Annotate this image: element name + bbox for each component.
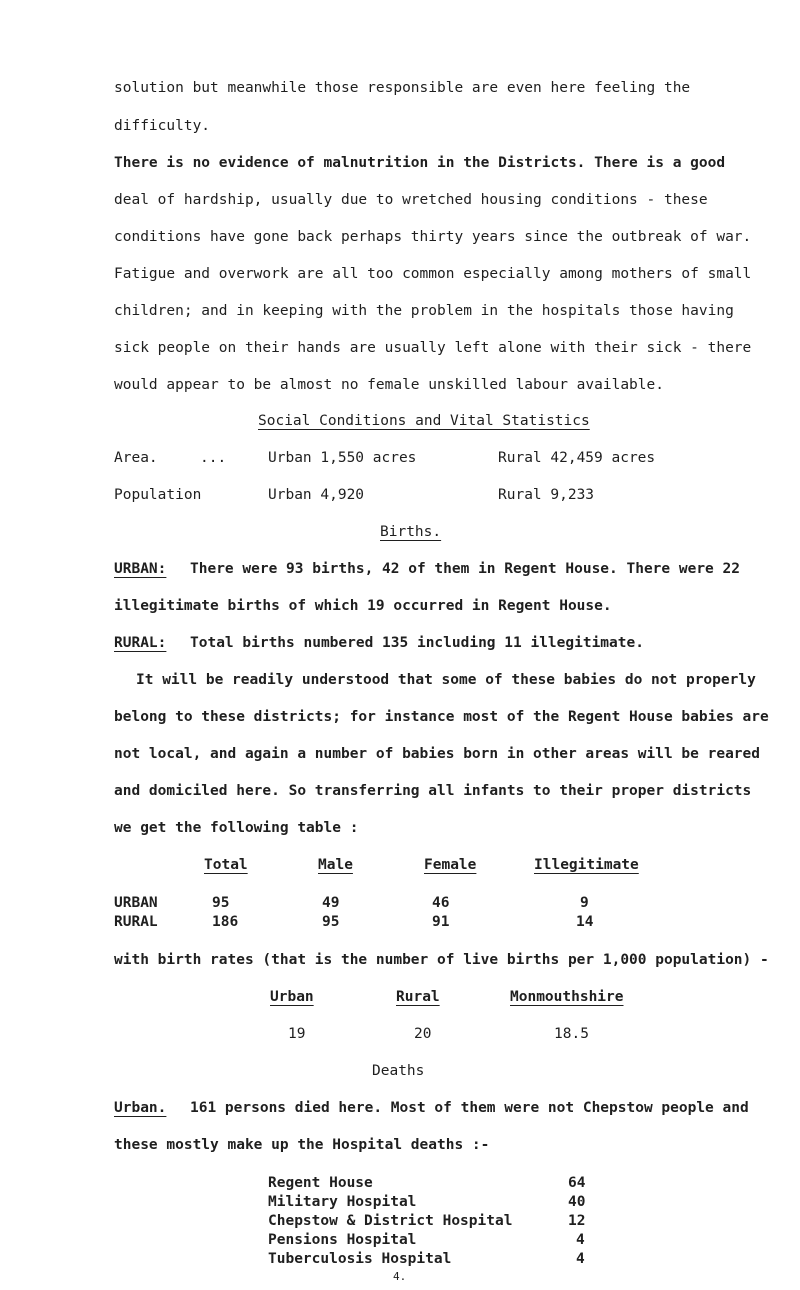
births-table-row-label: RURAL <box>114 914 158 930</box>
population-label: Population <box>114 487 202 503</box>
rural-births-text: Total births numbered 135 including 11 illegitimate. <box>190 635 644 651</box>
births-table-header-male: Male <box>318 857 353 873</box>
para1-line-2: deal of hardship, usually due to wretched housing conditions - these <box>114 192 708 208</box>
para1-line-4: Fatigue and overwork are all too common especially among mothers of small <box>114 266 752 282</box>
births-table-header-total: Total <box>204 857 248 873</box>
births-table-cell: 46 <box>432 895 450 911</box>
list-item: Military Hospital <box>268 1194 417 1210</box>
para1-line-3: conditions have gone back perhaps thirty years since the outbreak of war. <box>114 229 752 245</box>
list-item-count: 12 <box>568 1213 586 1229</box>
deaths-line-2: these mostly make up the Hospital deaths :- <box>114 1137 490 1153</box>
births-table-header-illegitimate: Illegitimate <box>534 857 639 873</box>
rate-value-rural: 20 <box>414 1026 432 1042</box>
list-item: Regent House <box>268 1175 373 1191</box>
section-title: Social Conditions and Vital Statistics <box>258 413 590 429</box>
para2-line-3: not local, and again a number of babies born in other areas will be reared <box>114 746 761 762</box>
area-label: Area. <box>114 450 158 466</box>
births-heading: Births. <box>380 524 442 540</box>
list-item-count: 40 <box>568 1194 586 1210</box>
population-rural: Rural 9,233 <box>498 487 595 503</box>
births-table-header-female: Female <box>424 857 477 873</box>
para1-line-6: sick people on their hands are usually left alone with their sick - there <box>114 340 752 356</box>
rate-value-urban: 19 <box>288 1026 306 1042</box>
urban-births-line-1: There were 93 births, 42 of them in Regent House. There were 22 <box>190 561 740 577</box>
list-item-count: 4 <box>576 1251 585 1267</box>
list-item-count: 4 <box>576 1232 585 1248</box>
births-table-row-label: URBAN <box>114 895 158 911</box>
area-urban: Urban 1,550 acres <box>268 450 417 466</box>
births-table-cell: 49 <box>322 895 340 911</box>
page-number: 4. <box>393 1270 407 1283</box>
births-table-cell: 91 <box>432 914 450 930</box>
births-table-cell: 14 <box>576 914 594 930</box>
para2-line-5: we get the following table : <box>114 820 359 836</box>
area-rural: Rural 42,459 acres <box>498 450 656 466</box>
para1-line-7: would appear to be almost no female unskilled labour available. <box>114 377 664 393</box>
para2-line-4: and domiciled here. So transferring all infants to their proper districts <box>114 783 752 799</box>
para2-line-1: It will be readily understood that some of these babies do not properly <box>136 672 756 688</box>
urban-births-label: URBAN: <box>114 561 167 577</box>
deaths-line-1: 161 persons died here. Most of them were not Chepstow people and <box>190 1100 749 1116</box>
birth-rate-line: with birth rates (that is the number of live births per 1,000 population) - <box>114 952 769 968</box>
deaths-heading: Deaths <box>372 1063 425 1079</box>
rate-value-monmouthshire: 18.5 <box>554 1026 589 1042</box>
para1-line-1: There is no evidence of malnutrition in the Districts. There is a good <box>114 155 726 171</box>
rates-header-monmouthshire: Monmouthshire <box>510 989 624 1005</box>
area-dots: ... <box>200 450 227 466</box>
intro-line-1: solution but meanwhile those responsible are even here feeling the <box>114 80 691 96</box>
rates-header-urban: Urban <box>270 989 314 1005</box>
para2-line-2: belong to these districts; for instance most of the Regent House babies are <box>114 709 769 725</box>
births-table-cell: 9 <box>580 895 589 911</box>
urban-births-line-2: illegitimate births of which 19 occurred in Regent House. <box>114 598 612 614</box>
births-table-cell: 95 <box>322 914 340 930</box>
rates-header-rural: Rural <box>396 989 440 1005</box>
population-urban: Urban 4,920 <box>268 487 365 503</box>
list-item: Chepstow & District Hospital <box>268 1213 513 1229</box>
deaths-urban-label: Urban. <box>114 1100 167 1116</box>
list-item: Pensions Hospital <box>268 1232 417 1248</box>
intro-line-2: difficulty. <box>114 118 211 134</box>
rural-births-label: RURAL: <box>114 635 167 651</box>
list-item: Tuberculosis Hospital <box>268 1251 452 1267</box>
births-table-cell: 186 <box>212 914 239 930</box>
births-table-cell: 95 <box>212 895 230 911</box>
para1-line-5: children; and in keeping with the problem in the hospitals those having <box>114 303 734 319</box>
list-item-count: 64 <box>568 1175 586 1191</box>
